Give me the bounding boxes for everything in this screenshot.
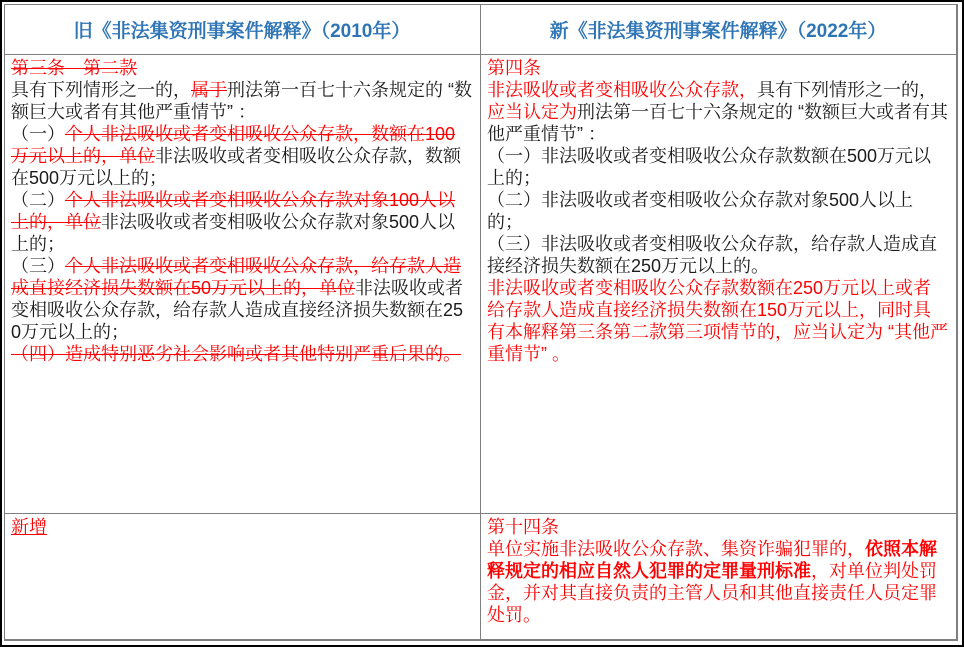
old-item-4: （四）造成特别恶劣社会影响或者其他特别严重后果的。	[11, 344, 461, 364]
old-item-3: （三）个人非法吸收或者变相吸收公众存款，给存款人造成直接经济损失数额在50万元以上的，单位非法吸收或者变相吸收公众存款，给存款人造成直接经济损失数额在250万元以上的；	[11, 256, 464, 342]
old-added-cell	[4, 513, 481, 640]
old-item-2: （二）个人非法吸收或者变相吸收公众存款对象100人以上的，单位非法吸收或者变相吸收公众存款对象500人以上的；	[11, 190, 456, 254]
old-intro-paragraph: 具有下列情形之一的，属于刑法第一百七十六条规定的 “数额巨大或者有其他严重情节” ：	[11, 80, 472, 122]
old-clause-number: 第三条 第二款	[11, 58, 137, 78]
added-label: 新增	[11, 517, 47, 537]
new-item-1: （一）非法吸收或者变相吸收公众存款数额在500万元以上的；	[487, 146, 932, 188]
old-provision-cell	[4, 54, 481, 514]
old-column-header	[4, 4, 481, 55]
new-intro-paragraph: 非法吸收或者变相吸收公众存款，具有下列情形之一的，应当认定为刑法第一百七十六条规定的 “数额巨大或者有其他严重情节” ：	[487, 80, 948, 144]
old-item-1: （一）个人非法吸收或者变相吸收公众存款，数额在100万元以上的，单位非法吸收或者变相吸收公众存款，数额在500万元以上的；	[11, 124, 461, 188]
article14-number: 第十四条	[487, 517, 559, 537]
old-column-title: 旧《非法集资刑事案件解释》（2010年）	[73, 21, 411, 42]
new-clause-number: 第四条	[487, 58, 541, 78]
new-provision-cell	[480, 54, 957, 514]
new-article14-cell	[480, 513, 957, 640]
new-item-2: （二）非法吸收或者变相吸收公众存款对象500人以上的；	[487, 190, 914, 232]
new-column-header	[480, 4, 957, 55]
new-column-title: 新《非法集资刑事案件解释》（2022年）	[549, 21, 887, 42]
comparison-table	[4, 4, 958, 641]
new-item-3: （三）非法吸收或者变相吸收公众存款，给存款人造成直接经济损失数额在250万元以上的。	[487, 234, 937, 276]
article14-body: 单位实施非法吸收公众存款、集资诈骗犯罪的，依照本解释规定的相应自然人犯罪的定罪量刑标准，对单位判处罚金，并对其直接负责的主管人员和其他直接责任人员定罪处罚。	[487, 539, 937, 625]
new-extra-paragraph: 非法吸收或者变相吸收公众存款数额在250万元以上或者给存款人造成直接经济损失数额在150万元以上，同时具有本解释第三条第二款第三项情节的，应当认定为 “其他严重情节” 。	[487, 278, 948, 364]
